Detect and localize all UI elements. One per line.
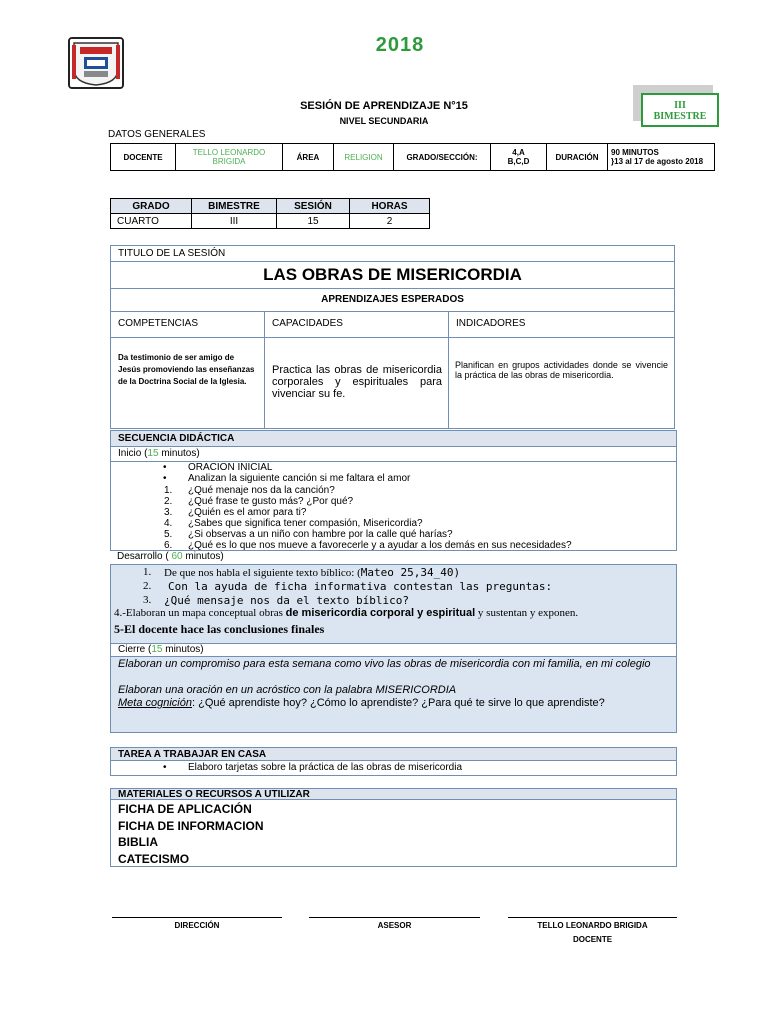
signature-docente-name: TELLO LEONARDO BRIGIDA <box>537 921 648 930</box>
question-number: 4. <box>164 518 173 529</box>
materiales-label: MATERIALES O RECURSOS A UTILIZAR <box>110 788 677 800</box>
des-item-4a: 4.-Elaboran un mapa conceptual obras <box>114 607 286 619</box>
grado-value-line1: 4,A <box>512 148 525 157</box>
question-number: 6. <box>164 540 173 551</box>
signature-line-direccion <box>112 917 282 918</box>
col-capacidades: CAPACIDADES <box>272 318 343 329</box>
col-competencias: COMPETENCIAS <box>118 318 199 329</box>
docente-label: DOCENTE <box>111 144 176 171</box>
question-item: ¿Sabes que significa tener compasión, Misericordia? <box>188 518 423 529</box>
desarrollo-post: minutos) <box>182 551 224 562</box>
material-item: BIBLIA <box>118 835 158 849</box>
grade-header-sesion: SESIÓN <box>277 199 350 214</box>
des-item-1 <box>164 566 460 579</box>
grid-divider-2 <box>448 312 449 428</box>
grade-value-bimestre: III <box>192 214 277 229</box>
cierre-item-2: Elaboran una oración en un acróstico con la palabra MISERICORDIA <box>118 684 457 696</box>
aprendizajes-esperados: APRENDIZAJES ESPERADOS <box>110 289 675 312</box>
question-number: 3. <box>164 507 173 518</box>
indicador-text: Planifican en grupos actividades donde se vivencie la práctica de las obras de misericordia. <box>455 360 668 380</box>
des-item-3: ¿Qué mensaje nos da el texto bíblico? <box>164 594 410 607</box>
material-item: FICHA DE INFORMACION <box>118 818 264 833</box>
col-indicadores: INDICADORES <box>456 318 526 329</box>
titulo-sesion: LAS OBRAS DE MISERICORDIA <box>110 262 675 289</box>
grado-value <box>491 144 547 171</box>
des-item-2: Con la ayuda de ficha informativa contestan las preguntas: <box>168 580 553 593</box>
duracion-value-line2: }13 al 17 de agosto 2018 <box>611 157 704 166</box>
des-item-5: 5-El docente hace las conclusiones finales <box>114 622 325 636</box>
bimestre-word: BIMESTRE <box>653 111 707 122</box>
des-item-1a: De que nos habla el siguiente texto bíblico: ( <box>164 567 361 579</box>
question-number: 2. <box>164 496 173 507</box>
tarea-content <box>110 761 677 776</box>
grid-divider-1 <box>264 312 265 428</box>
signature-line-docente <box>508 917 677 918</box>
bullet-icon: • <box>163 473 167 484</box>
meta-cognicion <box>118 697 671 711</box>
meta-text: : ¿Qué aprendiste hoy? ¿Cómo lo aprendiste? ¿Para qué te sirve lo que aprendiste? <box>192 697 605 709</box>
session-title: SESIÓN DE APRENDIZAJE N°15 <box>300 100 468 112</box>
grid-header-line <box>111 337 674 338</box>
area-value: RELIGION <box>334 144 394 171</box>
duracion-label: DURACIÓN <box>547 144 608 171</box>
inicio-post: minutos) <box>158 448 200 459</box>
bullet-icon: • <box>163 462 167 473</box>
docente-value-line1: TELLO LEONARDO <box>192 148 266 157</box>
grade-header-horas: HORAS <box>350 199 430 214</box>
tarea-item: Elaboro tarjetas sobre la práctica de las obras de misericordia <box>188 762 463 773</box>
grade-table <box>110 198 430 229</box>
cierre-item-1: Elaboran un compromiso para esta semana como vivo las obras de misericordia con mi familia, en mi colegio <box>118 658 651 670</box>
docente-value <box>176 144 283 171</box>
des-item-4 <box>114 607 578 619</box>
area-label: ÁREA <box>283 144 334 171</box>
grade-value-horas: 2 <box>350 214 430 229</box>
des-number: 3. <box>143 594 152 606</box>
bimestre-number: III <box>674 100 686 111</box>
general-info-table <box>110 143 715 171</box>
session-level: NIVEL SECUNDARIA <box>339 116 429 126</box>
competencia-text: Da testimonio de ser amigo de Jesús promoviendo las enseñanzas de la Doctrina Social de la Iglesia. <box>118 353 255 386</box>
des-item-1b: Mateo 25,34_40) <box>360 566 461 579</box>
cierre-header <box>110 644 677 657</box>
question-item: ¿Si observas a un niño con hambre por la calle qué harías? <box>188 529 453 540</box>
des-number: 1. <box>143 566 152 578</box>
desarrollo-content <box>110 564 677 644</box>
signature-line-asesor <box>309 917 480 918</box>
inicio-pre: Inicio ( <box>118 448 148 459</box>
question-item: ¿Qué es lo que nos mueve a favorecerle y a ayudar a los demás en sus necesidades? <box>188 540 572 551</box>
bullet-item: ORACION INICIAL <box>188 462 273 473</box>
desarrollo-minutes: 60 <box>168 551 183 562</box>
question-item: ¿Qué menaje nos da la canción? <box>188 485 335 496</box>
bullet-icon: • <box>163 762 167 773</box>
question-item: ¿Quién es el amor para ti? <box>188 507 307 518</box>
signature-direccion: DIRECCIÓN <box>174 921 220 930</box>
question-number: 1. <box>164 485 173 496</box>
datos-generales-label: DATOS GENERALES <box>108 129 206 140</box>
materiales-list <box>110 800 677 867</box>
docente-value-line2: BRIGIDA <box>212 157 246 166</box>
secuencia-label: SECUENCIA DIDÁCTICA <box>110 430 677 447</box>
bullet-item: Analizan la siguiente canción si me faltara el amor <box>188 473 411 484</box>
aprendizajes-grid <box>110 312 675 429</box>
signature-docente-role: DOCENTE <box>572 935 613 944</box>
grade-value-grado: CUARTO <box>111 214 192 229</box>
grade-header-grado: GRADO <box>111 199 192 214</box>
material-item: CATECISMO <box>118 851 190 866</box>
titulo-label: TITULO DE LA SESIÓN <box>110 245 675 262</box>
desarrollo-header <box>117 551 224 562</box>
grado-label: GRADO/SECCIÓN: <box>394 144 491 171</box>
cierre-post: minutos) <box>162 644 204 655</box>
des-number: 2. <box>143 580 152 592</box>
signature-asesor: ASESOR <box>377 921 412 930</box>
question-number: 5. <box>164 529 173 540</box>
cierre-minutes: 15 <box>151 644 163 655</box>
year-heading: 2018 <box>375 34 425 56</box>
grade-value-sesion: 15 <box>277 214 350 229</box>
question-item: ¿Qué frase te gusto más? ¿Por qué? <box>188 496 354 507</box>
cierre-content <box>110 657 677 733</box>
grado-value-line2: B,C,D <box>507 157 530 166</box>
capacidad-text: Practica las obras de misericordia corporales y espirituales para vivenciar su fe. <box>272 364 442 400</box>
duracion-value <box>608 144 715 171</box>
tarea-label: TAREA A TRABAJAR EN CASA <box>110 747 677 761</box>
material-item: FICHA DE APLICACIÓN <box>118 802 252 816</box>
des-item-4c: y sustentan y exponen. <box>475 607 579 619</box>
duracion-value-line1: 90 MINUTOS <box>611 148 659 157</box>
inicio-header <box>110 447 677 462</box>
inicio-content <box>110 462 677 551</box>
des-item-4b: de misericordia corporal y espiritual <box>285 607 476 619</box>
inicio-minutes: 15 <box>147 448 159 459</box>
desarrollo-pre: Desarrollo ( <box>117 551 169 562</box>
meta-label: Meta cognición <box>118 697 192 709</box>
grade-header-bimestre: BIMESTRE <box>192 199 277 214</box>
cierre-pre: Cierre ( <box>118 644 152 655</box>
